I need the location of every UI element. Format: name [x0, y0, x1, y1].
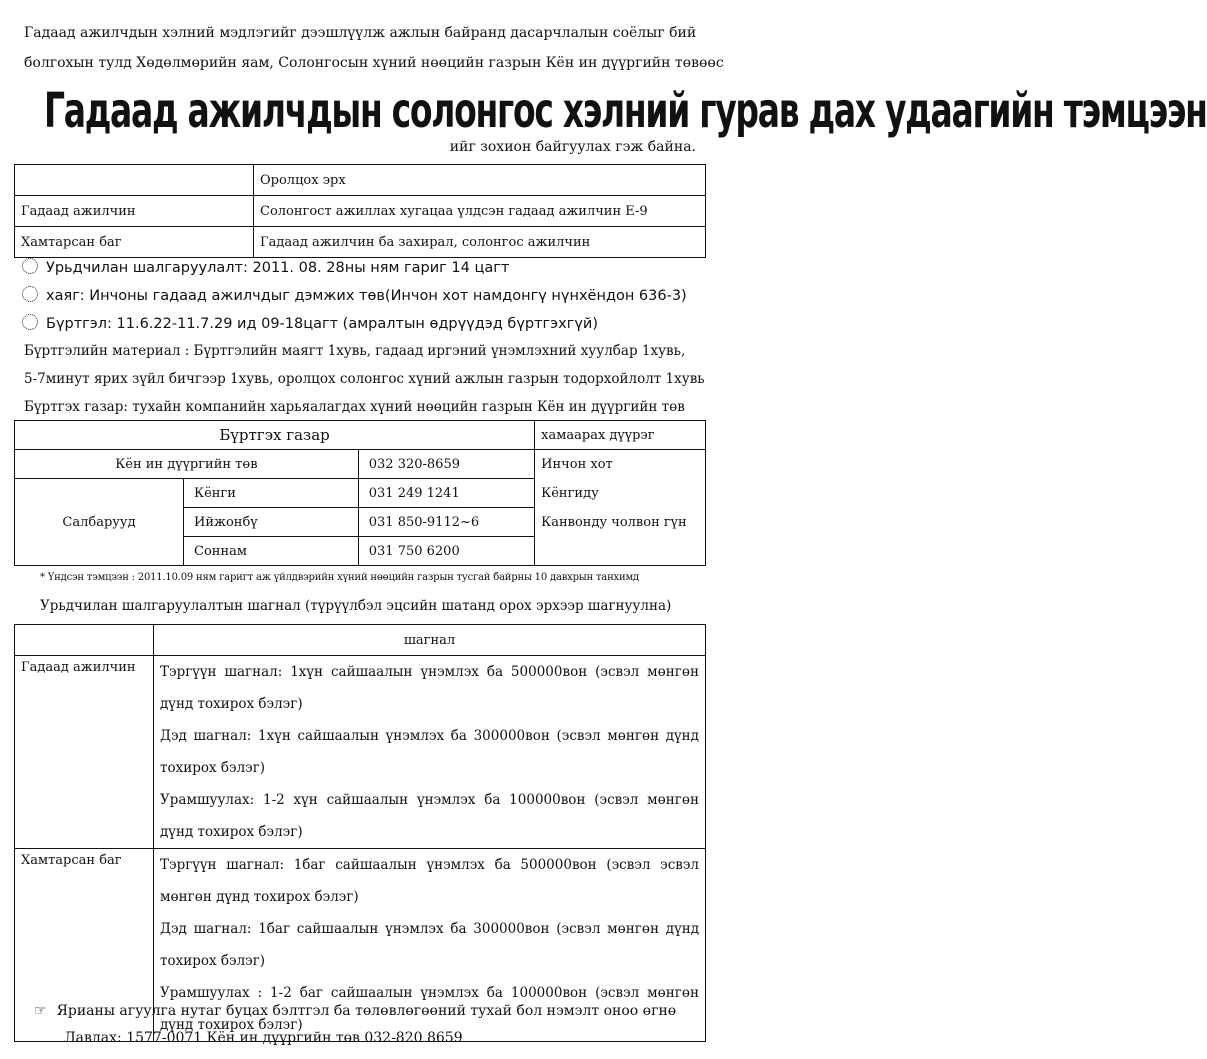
- prize-category: Гадаад ажилчин: [15, 656, 154, 849]
- prizes-header-empty: [15, 625, 154, 656]
- schedule-item: Урьдчилан шалгаруулалт: 2011. 08. 28ны ням гариг 14 цагт: [22, 258, 509, 276]
- registration-offices-table: [14, 420, 706, 566]
- intro-line: Гадаад ажилчдын хэлний мэдлэгийг дээшлүүлж ажлын байранд дасарчлалын соёлыг бий: [24, 25, 697, 41]
- eligibility-category: Гадаад ажилчин: [15, 196, 254, 227]
- pointing-hand-icon: ☞: [34, 1003, 47, 1019]
- branch-phone: 031 249 1241: [358, 479, 534, 508]
- center-phone: 032 320-8659: [358, 450, 534, 479]
- registration-item: Бүртгэл: 11.6.22-11.7.29 ид 09-18цагт (амралтын өдрүүдэд бүртгэхгүй): [22, 314, 598, 332]
- eligibility-value: Гадаад ажилчин ба захирал, солонгос ажилчин: [254, 227, 706, 258]
- districts-cell: [535, 450, 706, 566]
- branch-name: Соннам: [184, 537, 359, 566]
- center-name: Кён ин дүүргийн төв: [15, 450, 359, 479]
- prizes-heading: Урьдчилан шалгаруулалтын шагнал (түрүүлбэл эцсийн шатанд орох эрхээр шагнуулна): [40, 598, 672, 614]
- materials-line: 5-7минут ярих зүйл бичгээр 1хувь, оролцох солонгос хүний ажлын газрын тодорхойлолт 1хувь: [24, 371, 705, 387]
- branches-label: Салбарууд: [15, 479, 184, 566]
- eligibility-value: Солонгост ажиллах хугацаа үлдсэн гадаад ажилчин E-9: [254, 196, 706, 227]
- materials-line: Бүртгэлийн материал : Бүртгэлийн маягт 1хувь, гадаад иргэний үнэмлэхний хуулбар 1хувь,: [24, 343, 686, 359]
- offices-header: Бүртгэх газар: [15, 421, 535, 450]
- branch-phone: 031 750 6200: [358, 537, 534, 566]
- circle-bullet-icon: [22, 314, 38, 330]
- circle-bullet-icon: [22, 286, 38, 302]
- prize-line: Дэд шагнал: 1хүн сайшаалын үнэмлэх ба 300000вон (эсвэл мөнгөн дүнд тохирох бэлэг): [160, 728, 699, 776]
- prize-list: [154, 656, 706, 849]
- districts-header: хамаарах дүүрэг: [535, 421, 706, 450]
- district-name: Кёнгиду: [541, 486, 599, 501]
- document-title: Гадаад ажилчдын солонгос хэлний гурав дах удаагийн тэмцээн: [44, 82, 1207, 139]
- circle-bullet-icon: [22, 258, 38, 274]
- eligibility-table: [14, 164, 706, 258]
- table-row: [15, 656, 706, 849]
- prize-line: Дэд шагнал: 1баг сайшаалын үнэмлэх ба 300000вон (эсвэл мөнгөн дүнд тохирох бэлэг): [160, 921, 699, 969]
- intro-paragraph: [24, 18, 724, 78]
- table-row: [15, 196, 706, 227]
- contact-line: Лавлах: 1577-0071 Кён ин дүүргийн төв 032-820 8659: [64, 1030, 463, 1046]
- table-row: [15, 227, 706, 258]
- intro-line: болгохын тулд Хөдөлмөрийн яам, Солонгосын хүний нөөцийн газрын Кён ин дүүргийн төвөөс: [24, 55, 724, 71]
- eligibility-header-empty: [15, 165, 254, 196]
- bonus-note: ☞ Ярианы агуулга нутаг буцах бэлтгэл ба төлөвлөгөөний тухай бол нэмэлт оноо өгнө: [34, 1003, 677, 1019]
- prize-line: Тэргүүн шагнал: 1баг сайшаалын үнэмлэх ба 500000вон (эсвэл эсвэл мөнгөн дүнд тохирох бэлэг): [160, 857, 699, 905]
- title-continuation: ийг зохион байгуулах гэж байна.: [449, 139, 696, 155]
- final-contest-note: * Үндсэн тэмцээн : 2011.10.09 ням гаригт аж үйлдвэрийн хүний нөөцийн газрын тусгай байрны 10 давхрын танхимд: [40, 572, 639, 583]
- prize-line: Урамшуулах: 1-2 хүн сайшаалын үнэмлэх ба 100000вон (эсвэл мөнгөн дүнд тохирох бэлэг): [160, 792, 699, 840]
- prizes-table: [14, 624, 706, 1042]
- prize-line: Урамшуулах : 1-2 баг сайшаалын үнэмлэх ба 100000вон (эсвэл мөнгөн дүнд тохирох бэлэг): [160, 985, 699, 1033]
- branch-phone: 031 850-9112~6: [358, 508, 534, 537]
- district-name: Канвонду чолвон гүн: [541, 515, 687, 530]
- registration-place-line: Бүртгэх газар: тухайн компанийн харьяалагдах хүний нөөцийн газрын Кён ин дүүргийн төв: [24, 399, 685, 415]
- district-name: Инчон хот: [541, 457, 613, 472]
- branch-name: Ийжонбү: [184, 508, 359, 537]
- table-row: [15, 450, 706, 479]
- prize-category: Хамтарсан баг: [15, 849, 154, 1042]
- branch-name: Кёнги: [184, 479, 359, 508]
- location-item: хаяг: Инчоны гадаад ажилчдыг дэмжих төв(Инчон хот намдонгү нүнхёндон 636-3): [22, 286, 687, 304]
- prizes-header: шагнал: [154, 625, 706, 656]
- eligibility-header: Оролцох эрх: [254, 165, 706, 196]
- prize-line: Тэргүүн шагнал: 1хүн сайшаалын үнэмлэх ба 500000вон (эсвэл мөнгөн дүнд тохирох бэлэг): [160, 664, 699, 712]
- eligibility-category: Хамтарсан баг: [15, 227, 254, 258]
